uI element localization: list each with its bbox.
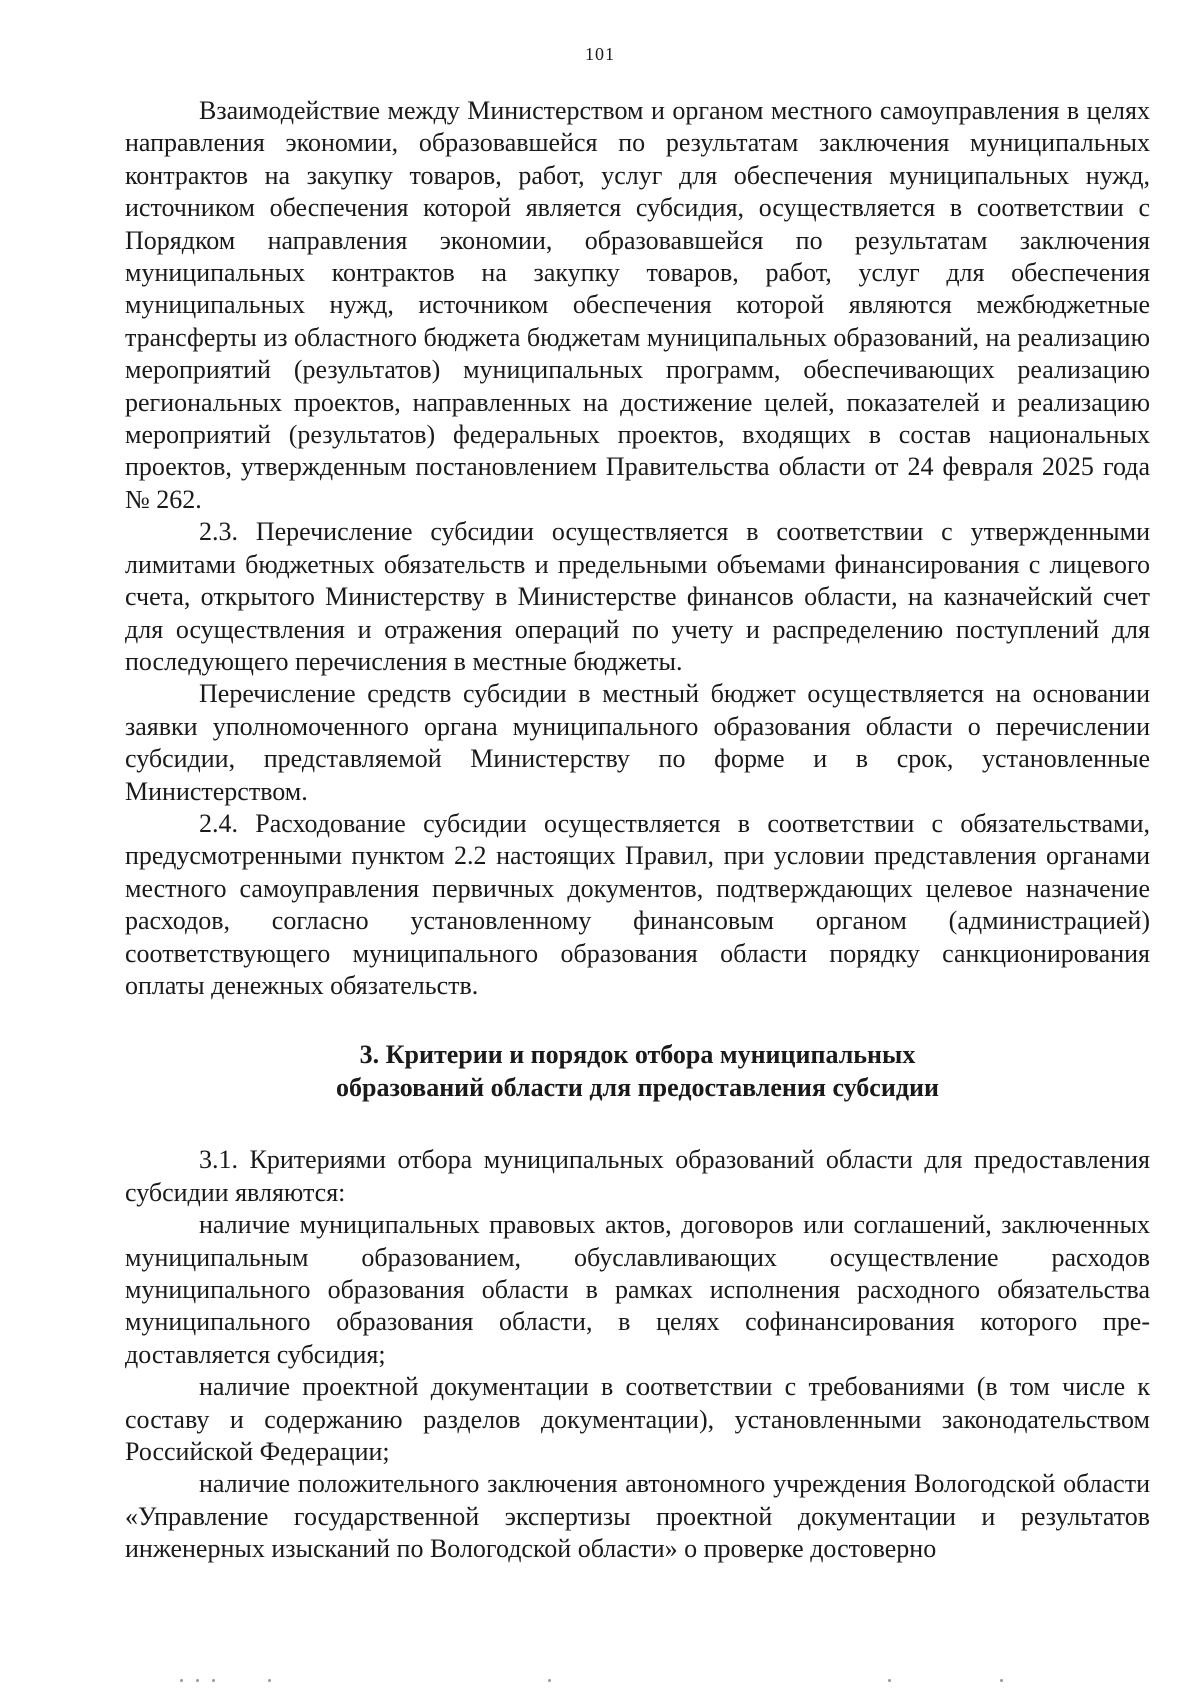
- section-3-heading-line-1: 3. Критерии и порядок отбора муниципальных: [359, 1040, 916, 1070]
- paragraph-2-4: 2.4. Расходование субсидии осуществляется в соответствии с обязательствами, предусмотренными пунктом 2.2 настоящих Правил, при условии представления органами местного самоуправления первичных документов, подтверждающих целевое назначение расходов, согласно установленному финансовым органом (администрацией) соответствующего муниципального образования области порядку санкционирования оплаты денежных обязательств.: [125, 808, 1150, 1000]
- paragraph-2-3: 2.3. Перечисление субсидии осуществляется в соответствии с утвержденными лимитами бюджетных обязательств и предельными объемами финансирования с лицевого счета, открытого Министерству в Министерстве финансов области, на казначейский счет для осуществления и отражения операций по учету и распределению поступлений для последующего перечисления в местные бюджеты.: [125, 517, 1150, 676]
- criterion-legal-acts: наличие муниципальных правовых актов, договоров или соглашений, заключенных муниципальным образованием, обуславливающих осуществление расходов муниципального образования области в рамках исполнения расходного обязательства муниципального образования области, в целях софинансирования которого предоставляется субсидия;: [125, 1210, 1150, 1369]
- criterion-expert-conclusion: наличие положительного заключения автономного учреждения Вологодской области «Управление государственной экспертизы проектной документации и результатов инженерных изысканий по Вологодской области» о проверке достоверно: [125, 1469, 1150, 1564]
- section-3-heading: [125, 1038, 1150, 1104]
- paragraph-interaction: Взаимодействие между Министерством и органом местного самоуправления в целях направления экономии, образовавшейся по результатам заключения муниципальных контрактов на закупку товаров, работ, услуг для обеспечения муниципальных нужд, источником обеспечения которой является субсидия, осуществляется в соответствии с Порядком направления экономии, образовавшейся по результатам заключения муниципальных контрактов на закупку товаров, работ, услуг для обеспечения муниципальных нужд, источником обеспечения которой являются межбюджетные трансферты из областного бюджета бюджетам муниципальных образований, на реализацию мероприятий (результатов) муниципальных программ, обеспечивающих реализацию региональных проектов, направленных на достижение целей, показателей и реализацию мероприятий (результатов) федеральных проектов, входящих в состав национальных проектов, утвержденным постановлением Правительства области от 24 февраля 2025 года № 262.: [125, 96, 1150, 514]
- document-body: [125, 95, 1150, 1566]
- paragraph-3-1: 3.1. Критериями отбора муниципальных образований области для предоставления субсидии являются:: [125, 1145, 1150, 1207]
- paragraph-transfer-basis: Перечисление средств субсидии в местный бюджет осуществляется на основании заявки уполномоченного органа муниципального образования области о перечислении субсидии, представляемой Министерству по форме и в срок, установленные Министерством.: [125, 679, 1150, 806]
- scan-edge-marks: [0, 1679, 1200, 1685]
- page-number: 101: [585, 44, 615, 64]
- section-3-heading-line-2: образований области для предоставления субсидии: [336, 1073, 939, 1103]
- criterion-project-documentation: наличие проектной документации в соответствии с требованиями (в том числе к составу и содержанию разделов документации), установленными законодательством Российской Федерации;: [125, 1372, 1150, 1467]
